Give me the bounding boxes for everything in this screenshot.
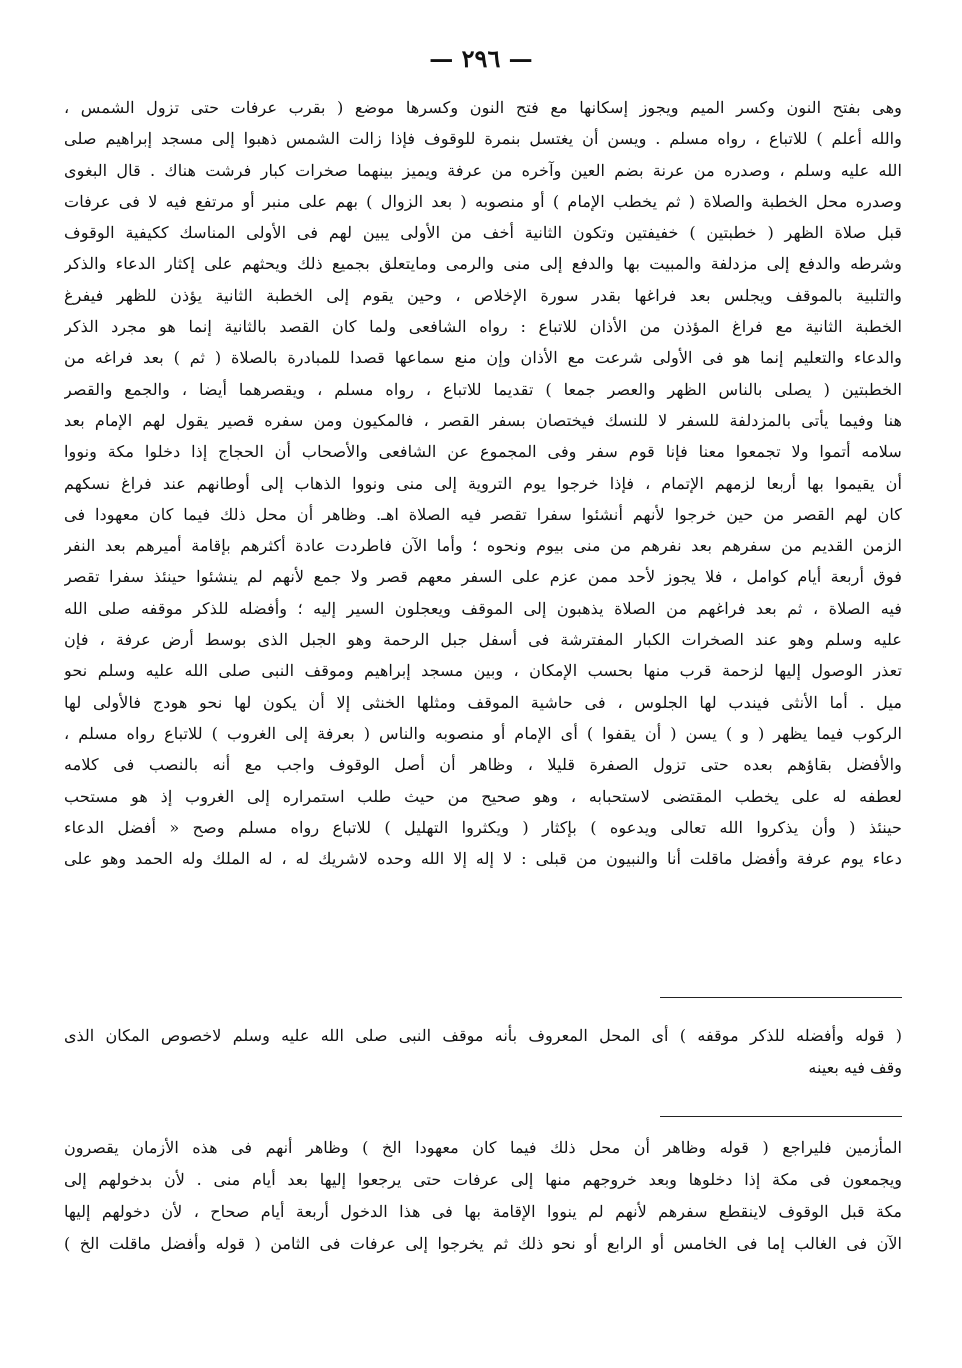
main-line: سلامه أتموا ولا تجمعوا معنا فإنا قوم سفر وفى المجموع عن الشافعى والأصحاب أن الحجاج إذا دخلوا مكة ونووا — [64, 442, 902, 462]
main-text — [64, 92, 902, 874]
second-commentary-block — [64, 1132, 902, 1260]
page-number: — ٢٩٦ — — [429, 44, 533, 73]
main-line: دعاء يوم عرفة وأفضل ماقلت أنا والنبيون من قبلى : لا إله إلا الله وحده لاشريك له ، له الملك وله الحمد وهو على — [64, 849, 902, 869]
note-line: الآن فى الغالب إما فى الخامس أو الرابع أو نحو ذلك ثم يخرجوا إلى عرفات فى الثامن ( قوله وأفضل ماقلت الخ ) — [64, 1234, 902, 1253]
main-line: وصدره محل الخطبة والصلاة ( ثم يخطب الإمام ) أو منصوبه ( بعد الزوال ) بهم على منبر أو مرتفع فيه لا فى عرفات — [64, 191, 902, 211]
main-line: وشرطه والدفع إلى مزدلفة والمبيت بها والدفع إلى منى والرمى ومايتعلق بجميع ذلك ويحثهم على إكثار الدعاء والذكر — [64, 254, 902, 274]
main-line: حينئذ ( وأن يذكروا الله تعالى ويدعوه ) بإكثار ( ويكثروا التهليل ) للاتباع رواه مسلم وصح « أفضل الدعاء — [64, 817, 902, 837]
main-line: هنا وفيما يأتى بالمزدلفة للسفر لا للنسك فيختصان بسفر القصر ، فالمكيون ومن سفره قصير يقول لهم الإمام بعد — [64, 410, 902, 430]
main-line: الخطبة الثانية مع فراغ المؤذن من الأذان للاتباع : رواه الشافعى ولما كان القصد بالثانية إنما هو مجرد الذكر — [64, 317, 902, 337]
note-line: ( قوله وأفضله للذكر موقفه ) أى المحل المعروف بأنه موقف النبى صلى الله عليه وسلم لاخصوص المكان الذى — [64, 1026, 902, 1045]
main-line: قبل صلاة الظهر ( خطبتين ) خفيفتين وتكون الثانية أخف من الأولى يبين لهم فى الأولى المناسك ككيفية الوقوف — [64, 223, 902, 243]
note-line: المأزمين فليراجع ( قوله وظاهر أن محل ذلك فيما كان معهودا الخ ) وظاهر أنهم فى هذه الأزمان يقصرون — [64, 1138, 902, 1157]
first-commentary-block — [64, 1020, 902, 1084]
main-line: الله عليه وسلم ، وصدره من عرنة بضم العين وآخره من عرفة ويميز بينهما صخرات كبار فرشت هناك . قال البغوى — [64, 160, 902, 180]
main-line: لعطفه له على يخطب المقتضى لاستحبابه ، وهو صحيح من حيث طلب استمراره إلى الغروب إذ هو مستحب — [64, 786, 902, 806]
main-line: فوق أربعة أيام كوامل ، فلا يجوز لأحد ممن عزم على السفر معهم قصر ولا جمع لأنهم لم ينشئوا حينئذ سفرا تقصر — [64, 567, 902, 587]
main-line: عليه وسلم وهو عند الصخرات الكبار المفترشة فى أسفل جبل الرحمة وهو الجبل الذى بوسط أرض عرفة ، فإن — [64, 630, 902, 650]
footnote-divider — [660, 997, 902, 998]
main-line: وهى بفتح النون وكسر الميم ويجوز إسكانها مع فتح النون وكسرها موضع ( بقرب عرفات حتى تزول الشمس ، — [64, 98, 902, 117]
main-line: الزمن القديم من سفرهم بعد نفرهم من منى بيوم ونحوه ؛ وأما الآن فاطردت عادة أكثرهم بإقامة أميرهم بعد النفر — [64, 536, 902, 556]
footnote-divider — [660, 1116, 902, 1117]
note-line: مكة قبل الوقوف لاينقطع سفرهم لأنهم لم ينووا الإقامة بها فى هذا الدخول أربعة أيام صحاح ، لأن دخولهم إليها — [64, 1202, 902, 1221]
note-line: وقف فيه بعينه — [808, 1058, 902, 1077]
main-line: والله أعلم ) للاتباع ، رواه مسلم . ويسن أن يغتسل بنمرة للوقوف فإذا زالت الشمس ذهبوا إلى مسجد إبراهيم صلى — [64, 129, 902, 149]
main-line: تعذر الوصول إليها لزحمة قرب منها بحسب الإمكان ، وبين مسجد إبراهيم وموقف النبى صلى الله عليه وسلم نحو — [64, 661, 902, 681]
note-line: ويجمعون فى مكة إذا دخلوها وبعد خروجهم منها إلى عرفات حتى يرجعوا إليها بعد أيام منى . لأن بدخولهم إلى — [64, 1170, 902, 1189]
main-line: والأفضل بقاؤهم بعده حتى تزول الصفرة قليلا ، وظاهر أن أصل الوقوف واجب مع أنه بالنصب فى كلامه — [64, 755, 902, 775]
main-line: الخطبتين ( يصلى بالناس الظهر والعصر جمعا ) تقديما للاتباع ، رواه مسلم ، ويقصرهما أيضا ، والجمع والقصر — [64, 379, 902, 399]
main-line: كان لهم القصر من حين خرجوا لأنهم أنشئوا سفرا تقصر فيه الصلاة اهـ. وظاهر أن محل ذلك فيما كان معهودا فى — [64, 504, 902, 524]
main-line: أن يقيموا بها أربعا لزمهم الإتمام ، فإذا خرجوا يوم التروية إلى منى ونووا الذهاب إلى أوطانهم عند فراغ نسكهم — [64, 473, 902, 493]
main-line: والتلبية بالموقف ويجلس بعد فراغها بقدر سورة الإخلاص ، وحين يقوم إلى الخطبة الثانية يؤذن للظهر فيفرغ — [64, 285, 902, 305]
main-line: الركوب فيما يظهر ( و ) يسن ( أن يقفوا ) أى الإمام أو منصوبه والناس ( بعرفة إلى الغروب ) للاتباع رواه مسلم ، — [64, 723, 902, 743]
main-line: ميل . أما الأنثى فيندب لها الجلوس ، فى حاشية الموقف ومثلها الخنثى إلا أن يكون لها نحو هودج فالأولى لها — [64, 692, 902, 712]
main-line: والدعاء والتعليم إنما هو فى الأولى شرعت مع الأذان وإن منع سماعها قصدا للمبادرة بالصلاة ( ثم ) بعد فراغه من — [64, 348, 902, 368]
main-line: فيه الصلاة ، ثم بعد فراغهم من الصلاة يذهبون إلى الموقف ويعجلون السير إليه ؛ وأفضله للذكر موقفه صلى الله — [64, 598, 902, 618]
